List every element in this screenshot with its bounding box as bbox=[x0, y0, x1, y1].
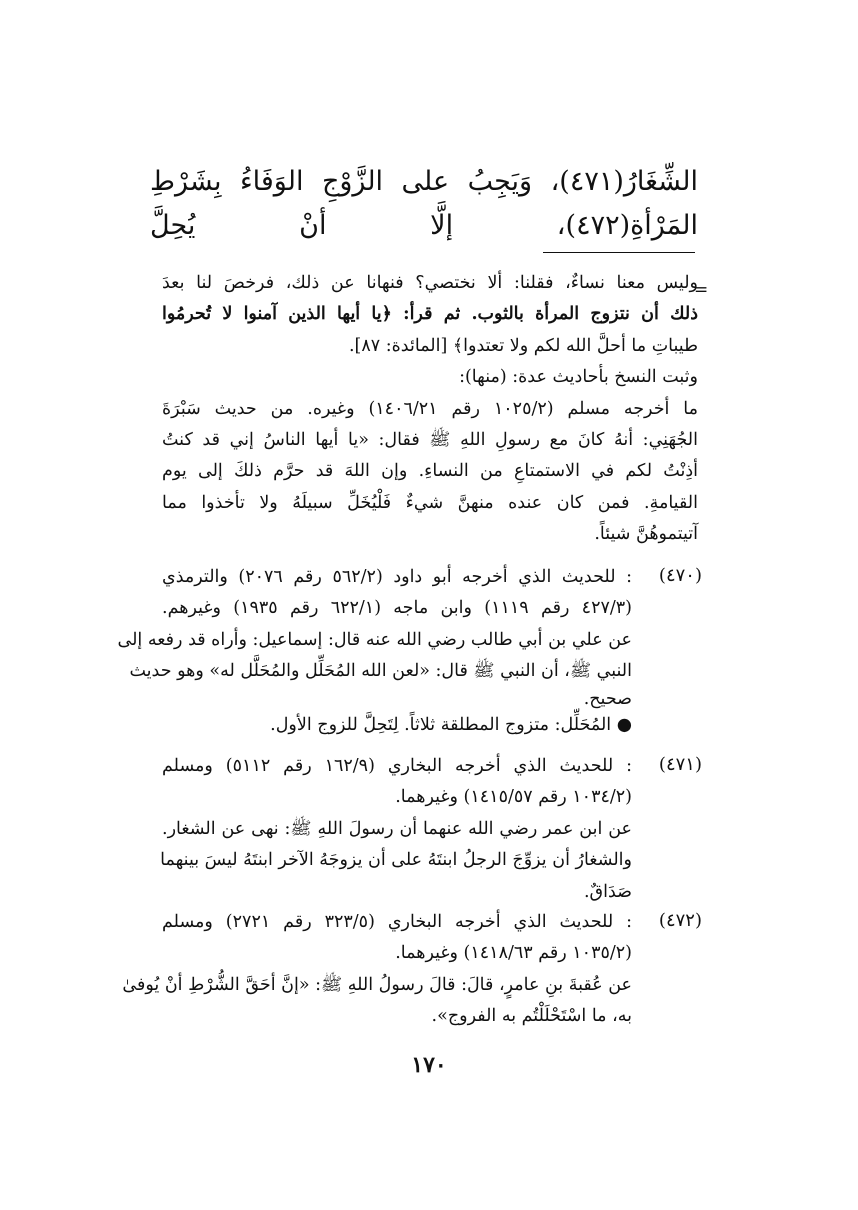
text-line: صَدَاقٌ. bbox=[583, 881, 632, 902]
text-line: : للحديث الذي أخرجه أبو داود (٥٦٢/٢ رقم ٢٠٧٦) والترمذي bbox=[162, 567, 632, 587]
text-line: ما أخرجه مسلم (١٠٢٥/٢ رقم ١٤٠٦/٢١) وغيره. من حديث سَبْرَةَ bbox=[162, 398, 699, 419]
text-line: الجُهَنِي: أنهُ كانَ مع رسولِ اللهِ ﷺ فقال: «يا أيها الناسُ إني قد كنتُ bbox=[162, 430, 698, 451]
text-line: وليس معنا نساءٌ، فقلنا: ألا نختصي؟ فنهانا عن ذلك، فرخصَ لنا بعدَ bbox=[162, 273, 698, 293]
page-number: ١٧٠ bbox=[411, 1052, 447, 1078]
text-line: ذلك أن نتزوج المرأة بالثوب. ثم قرأ: ﴿يا أيها الذين آمنوا لا تُحرمُوا bbox=[162, 304, 698, 325]
text-line: : للحديث الذي أخرجه البخاري (٣٢٣/٥ رقم ٢٧٢١) ومسلم bbox=[162, 912, 632, 932]
footnote-number: (٤٧١) bbox=[658, 754, 702, 775]
text-line: القيامةِ. فمن كان عنده منهنَّ شيءٌ فَلْيُخَلِّ سبيلَهُ ولا تأخذوا مما bbox=[162, 492, 698, 513]
text-line: وثبت النسخ بأحاديث عدة: (منها): bbox=[459, 367, 698, 388]
text-line: طيباتِ ما أحلَّ الله لكم ولا تعتدوا﴾ [المائدة: ٨٧]. bbox=[348, 335, 698, 356]
footnote-472 bbox=[122, 907, 632, 1033]
text-line: : للحديث الذي أخرجه البخاري (١٦٢/٩ رقم ٥١١٢) ومسلم bbox=[162, 756, 632, 776]
footnote-number: (٤٧٢) bbox=[658, 910, 702, 931]
text-line: (٤٢٧/٣ رقم ١١١٩) وابن ماجه (٦٢٢/١ رقم ١٩٣٥) وغيرهم. bbox=[162, 598, 632, 619]
text-line: أذِنْتُ لكم في الاستمتاعِ من النساءِ. وإن اللهَ قد حرَّم ذلكَ إلى يوم bbox=[162, 461, 698, 482]
text-line: النبي ﷺ، أن النبي ﷺ قال: «لعن الله المُحَلِّل والمُحَلَّل له» وهو حديث bbox=[129, 661, 632, 682]
footnote-470 bbox=[117, 562, 632, 741]
main-text-line: الشِّغَارُ(٤٧١)، وَيَجِبُ على الزَّوْجِ الوَفَاءُ بِشَرْطِ المَرْأةِ(٤٧٢)، إلَّا أنْ يُحِلَّ bbox=[150, 166, 698, 241]
text-line: (١٠٣٥/٢ رقم ١٤١٨/٦٣) وغيرهما. bbox=[395, 943, 632, 964]
text-line: عن علي بن أبي طالب رضي الله عنه قال: إسماعيل: وأراه قد رفعه إلى bbox=[117, 629, 632, 650]
text-line: به، ما اسْتَحْلَلْتُم به الفروج». bbox=[431, 1006, 632, 1027]
text-line: عن عُقبةَ بنِ عامرٍ، قالَ: قالَ رسولُ اللهِ ﷺ: «إنَّ أحَقَّ الشُّرْطِ أنْ يُوفىٰ bbox=[122, 974, 632, 995]
text-line: صحيح. bbox=[583, 688, 632, 709]
text-line: ● المُحَلِّل: متزوج المطلقة ثلاثاً. لِتَحِلَّ للزوج الأول. bbox=[270, 714, 632, 735]
text-line: (١٠٣٤/٢ رقم ١٤١٥/٥٧) وغيرهما. bbox=[395, 787, 632, 808]
footnote-separator bbox=[543, 252, 695, 253]
footnote-continuation bbox=[162, 268, 698, 551]
text-line: عن ابن عمر رضي الله عنهما أن رسولَ اللهِ ﷺ: نهى عن الشغار. bbox=[162, 818, 632, 839]
text-line: والشغارُ أن يزوِّجَ الرجلُ ابنتَهُ على أن يزوجَهُ الآخر ابنتَهُ ليسَ بينهما bbox=[160, 850, 632, 871]
text-line: آتيتموهُنَّ شيئاً. bbox=[594, 524, 698, 545]
continuation-mark: = bbox=[694, 280, 709, 300]
footnote-number: (٤٧٠) bbox=[658, 565, 702, 586]
footnote-471 bbox=[162, 751, 632, 908]
